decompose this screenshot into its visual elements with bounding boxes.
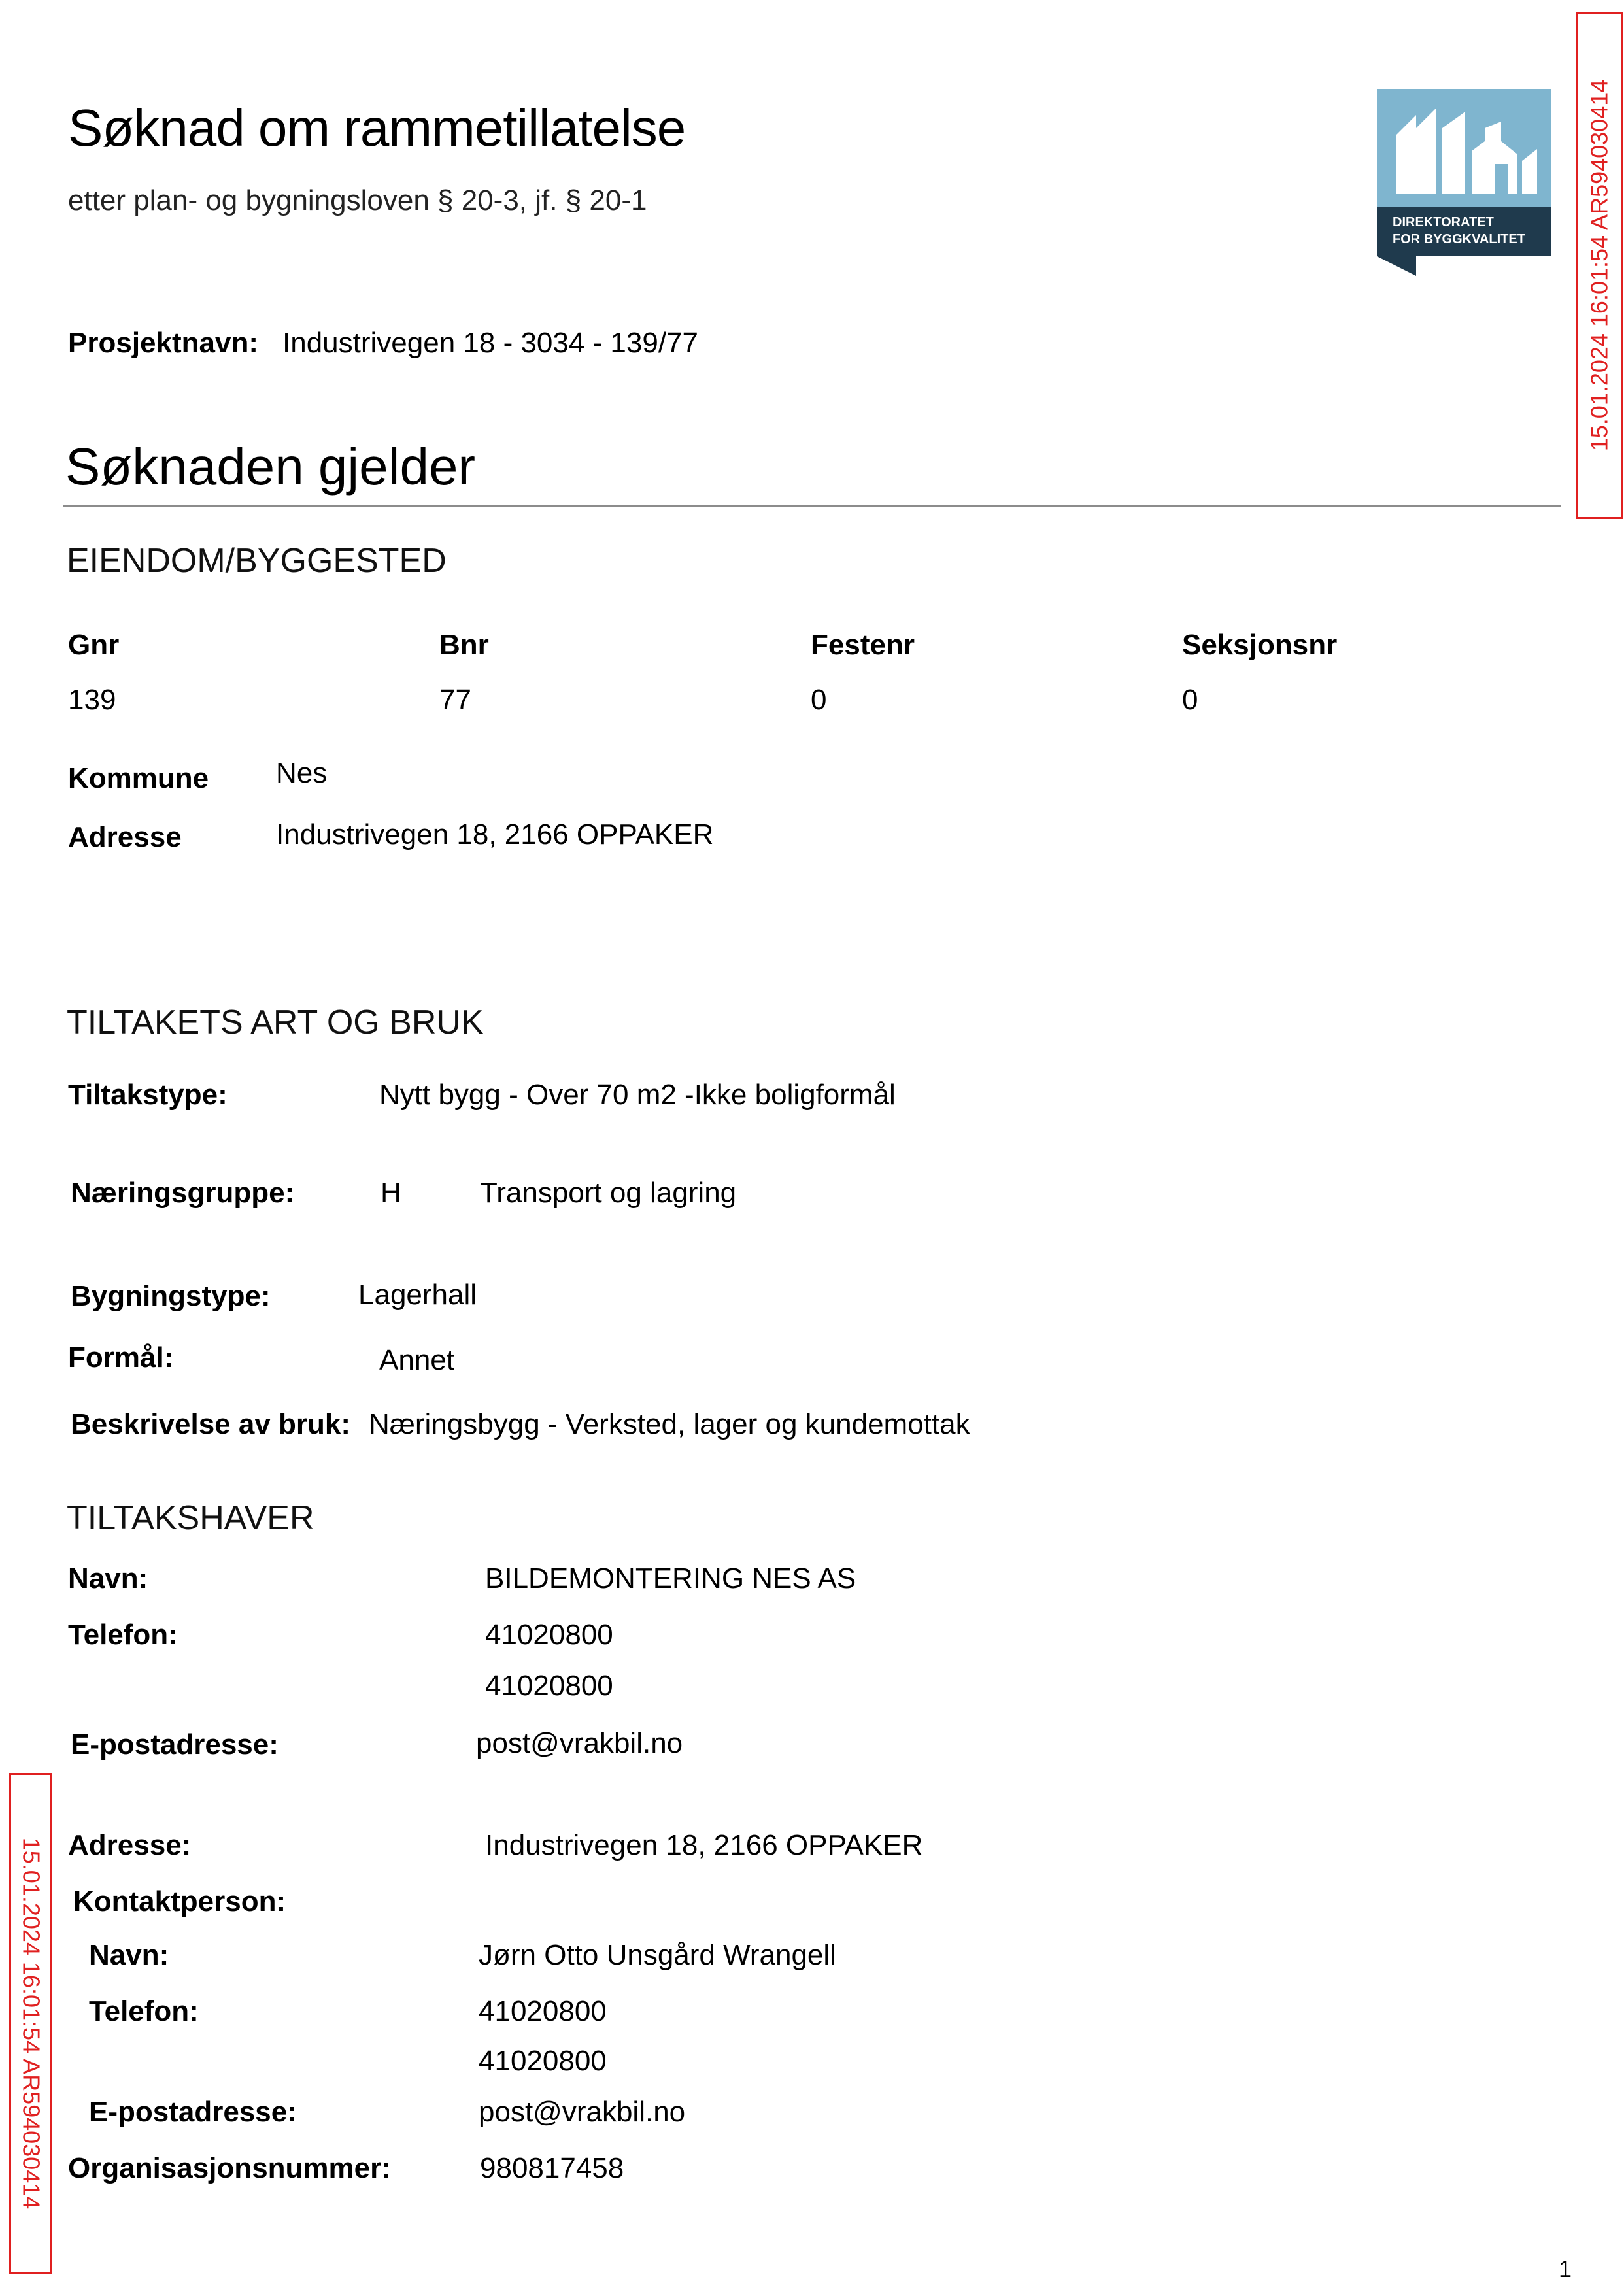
- bygningstype-label: Bygningstype:: [71, 1280, 271, 1312]
- festenr-label: Festenr: [811, 629, 915, 661]
- stamp-text: 15.01.2024 16:01:54 AR594030414: [18, 1837, 44, 2210]
- registration-stamp-left: [9, 1773, 52, 2274]
- beskrivelse-value: Næringsbygg - Verksted, lager og kundemottak: [369, 1408, 970, 1440]
- kontakt-navn-value: Jørn Otto Unsgård Wrangell: [479, 1939, 836, 1971]
- tiltakshaver-heading: TILTAKSHAVER: [67, 1499, 314, 1537]
- kontakt-telefon-value: 41020800: [479, 1995, 607, 2027]
- kontakt-telefon-label: Telefon:: [89, 1995, 199, 2027]
- gnr-label: Gnr: [68, 629, 120, 661]
- tiltakshaver-telefon-value: 41020800: [485, 1619, 613, 1651]
- naeringsgruppe-label: Næringsgruppe:: [71, 1177, 295, 1209]
- gnr-value: 139: [68, 684, 116, 716]
- project-value: Industrivegen 18 - 3034 - 139/77: [282, 327, 699, 359]
- kontakt-epost-label: E-postadresse:: [89, 2096, 297, 2128]
- page-title: Søknad om rammetillatelse: [68, 99, 686, 157]
- bygningstype-value: Lagerhall: [358, 1279, 477, 1311]
- logo-line1: DIREKTORATET: [1393, 215, 1494, 229]
- tiltak-heading: TILTAKETS ART OG BRUK: [67, 1004, 484, 1041]
- tiltakshaver-adresse-value: Industrivegen 18, 2166 OPPAKER: [485, 1829, 923, 1861]
- project-label: Prosjektnavn:: [68, 327, 258, 359]
- festenr-value: 0: [811, 684, 827, 716]
- tiltakshaver-epost-label: E-postadresse:: [71, 1729, 279, 1761]
- kontaktperson-label: Kontaktperson:: [73, 1885, 286, 1917]
- page-number: 1: [1559, 2255, 1572, 2282]
- kommune-label: Kommune: [68, 762, 209, 794]
- page-subtitle: etter plan- og bygningsloven § 20-3, jf. § 20-1: [68, 184, 647, 216]
- kontakt-navn-label: Navn:: [89, 1939, 169, 1971]
- logo-line2: FOR BYGGKVALITET: [1393, 232, 1525, 246]
- kontakt-telefon-value-2: 41020800: [479, 2045, 607, 2077]
- dibk-logo: [1377, 89, 1551, 276]
- kontakt-epost-value: post@vrakbil.no: [479, 2096, 686, 2128]
- tiltakshaver-adresse-label: Adresse:: [68, 1829, 192, 1861]
- eiendom-heading: EIENDOM/BYGGESTED: [67, 542, 447, 580]
- seksjonsnr-value: 0: [1182, 684, 1198, 716]
- adresse-label: Adresse: [68, 821, 182, 853]
- bnr-label: Bnr: [439, 629, 489, 661]
- tiltakstype-label: Tiltakstype:: [68, 1079, 228, 1111]
- seksjonsnr-label: Seksjonsnr: [1182, 629, 1338, 661]
- kommune-value: Nes: [276, 757, 328, 789]
- beskrivelse-label: Beskrivelse av bruk:: [71, 1408, 351, 1440]
- orgnr-label: Organisasjonsnummer:: [68, 2152, 391, 2184]
- tiltakshaver-epost-value: post@vrakbil.no: [476, 1727, 683, 1759]
- tiltakshaver-telefon-label: Telefon:: [68, 1619, 178, 1651]
- formal-value: Annet: [379, 1344, 454, 1376]
- bnr-value: 77: [439, 684, 471, 716]
- tiltakshaver-navn-value: BILDEMONTERING NES AS: [485, 1562, 856, 1594]
- orgnr-value: 980817458: [480, 2152, 624, 2184]
- registration-stamp-top: [1576, 12, 1623, 519]
- tiltakstype-value: Nytt bygg - Over 70 m2 -Ikke boligformål: [379, 1079, 896, 1111]
- formal-label: Formål:: [68, 1341, 174, 1374]
- naeringsgruppe-value: Transport og lagring: [480, 1177, 737, 1209]
- section-divider: [63, 505, 1561, 507]
- dibk-logo-graphic: [1377, 89, 1551, 276]
- section-title: Søknaden gjelder: [65, 437, 476, 496]
- adresse-value: Industrivegen 18, 2166 OPPAKER: [276, 818, 714, 851]
- tiltakshaver-navn-label: Navn:: [68, 1562, 148, 1594]
- tiltakshaver-telefon-value-2: 41020800: [485, 1670, 613, 1702]
- naeringsgruppe-code: H: [381, 1177, 401, 1209]
- stamp-text: 15.01.2024 16:01:54 AR594030414: [1585, 79, 1612, 452]
